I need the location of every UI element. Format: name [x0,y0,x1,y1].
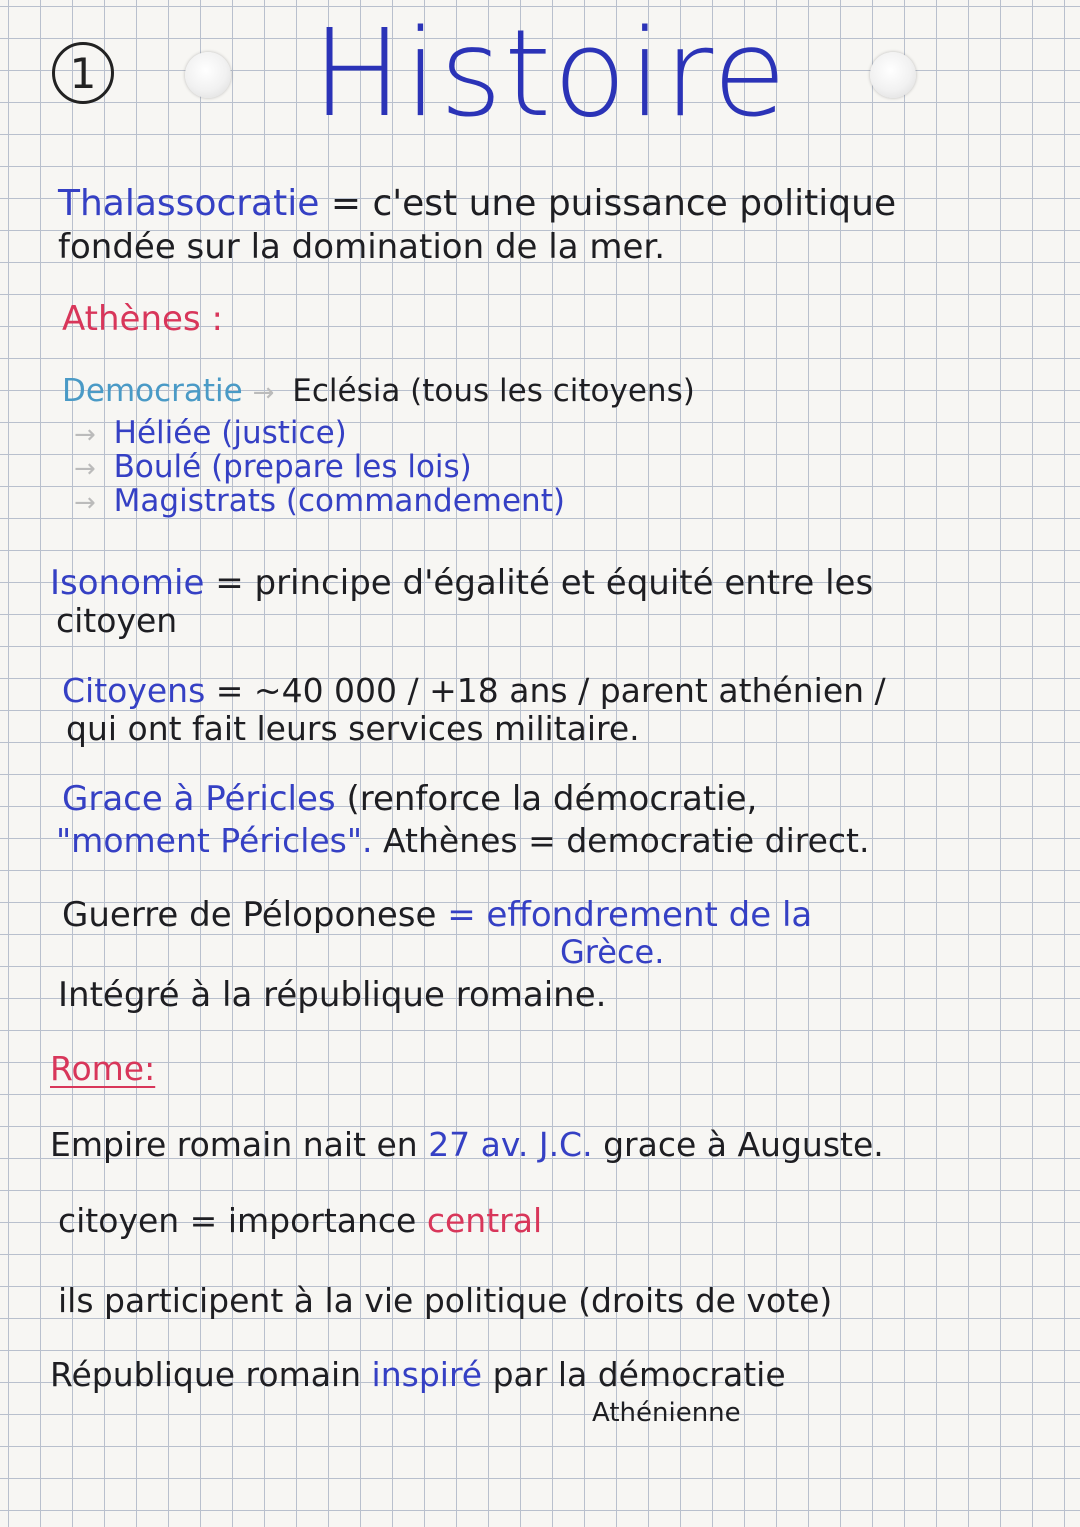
arrow-icon: → [74,454,96,484]
guerre-def-1: = effondrement de la [447,895,813,935]
pericles-lead: Grace à Péricles [62,779,336,819]
guerre-term: Guerre de Péloponese [62,895,437,935]
empire-before: Empire romain nait en [50,1125,418,1164]
isonomie-def-1: = principe d'égalité et équité entre les [215,563,874,603]
thalasso-line-2 [58,227,666,267]
arrow-icon: → [252,378,275,408]
isonomie-def-2: citoyen [56,601,178,640]
guerre-line-1 [62,895,813,935]
integre-line: Intégré à la république romaine. [58,975,607,1015]
republique-accent: inspiré [371,1355,483,1394]
arrow-icon: → [74,420,96,450]
democratie-line [62,373,695,409]
page-number-badge: 1 [52,42,114,104]
arrow-icon: → [74,488,96,518]
thalasso-def-1: = c'est une puissance politique [330,183,897,224]
republique-before: République romain [50,1355,362,1394]
isonomie-line-1 [50,563,874,603]
democratie-item-4: Magistrats (commandement) [113,483,565,519]
empire-date: 27 av. J.C. [428,1125,593,1164]
citoyens-term: Citoyens [62,671,206,710]
empire-line [50,1125,884,1164]
thalasso-line-1 [58,183,897,224]
democratie-item-line-2 [74,415,347,451]
pericles-quote: "moment Péricles". [56,821,373,860]
democratie-item-line-3 [74,449,472,485]
pericles-line1-rest: (renforce la démocratie, [346,779,758,819]
republique-after: par la démocratie [492,1355,786,1394]
participe-line: ils participent à la vie politique (droits de vote) [58,1281,833,1320]
page-title: Histoire [312,5,789,144]
thalasso-def-2: fondée sur la domination de la mer. [58,227,666,267]
citoyen-before: citoyen = importance [58,1201,417,1240]
rome-heading: Rome: [50,1049,156,1088]
republique-line-1 [50,1355,786,1394]
citoyens-def-2: qui ont fait leurs services militaire. [66,709,640,748]
republique-line-2: Athénienne [592,1398,741,1428]
pericles-line2-rest: Athènes = democratie direct. [383,821,870,860]
democratie-item-1: Eclésia (tous les citoyens) [292,373,695,409]
athenes-heading: Athènes : [62,299,223,339]
empire-after: grace à Auguste. [603,1125,884,1164]
democratie-label: Democratie [62,373,243,409]
democratie-item-2: Héliée (justice) [113,415,347,451]
thalasso-term: Thalassocratie [58,183,320,224]
citoyen-accent: central [426,1201,543,1240]
pericles-line-1 [62,779,758,819]
democratie-item-3: Boulé (prepare les lois) [113,449,472,485]
citoyens-line-1 [62,671,886,710]
punch-hole-left [185,52,231,98]
pericles-line-2 [56,821,870,860]
democratie-item-line-4 [74,483,565,519]
citoyens-def-1: = ~40 000 / +18 ans / parent athénien / [215,671,886,710]
citoyen-line [58,1201,543,1240]
guerre-def-2: Grèce. [560,933,665,971]
punch-hole-right [870,52,916,98]
isonomie-term: Isonomie [50,563,205,603]
